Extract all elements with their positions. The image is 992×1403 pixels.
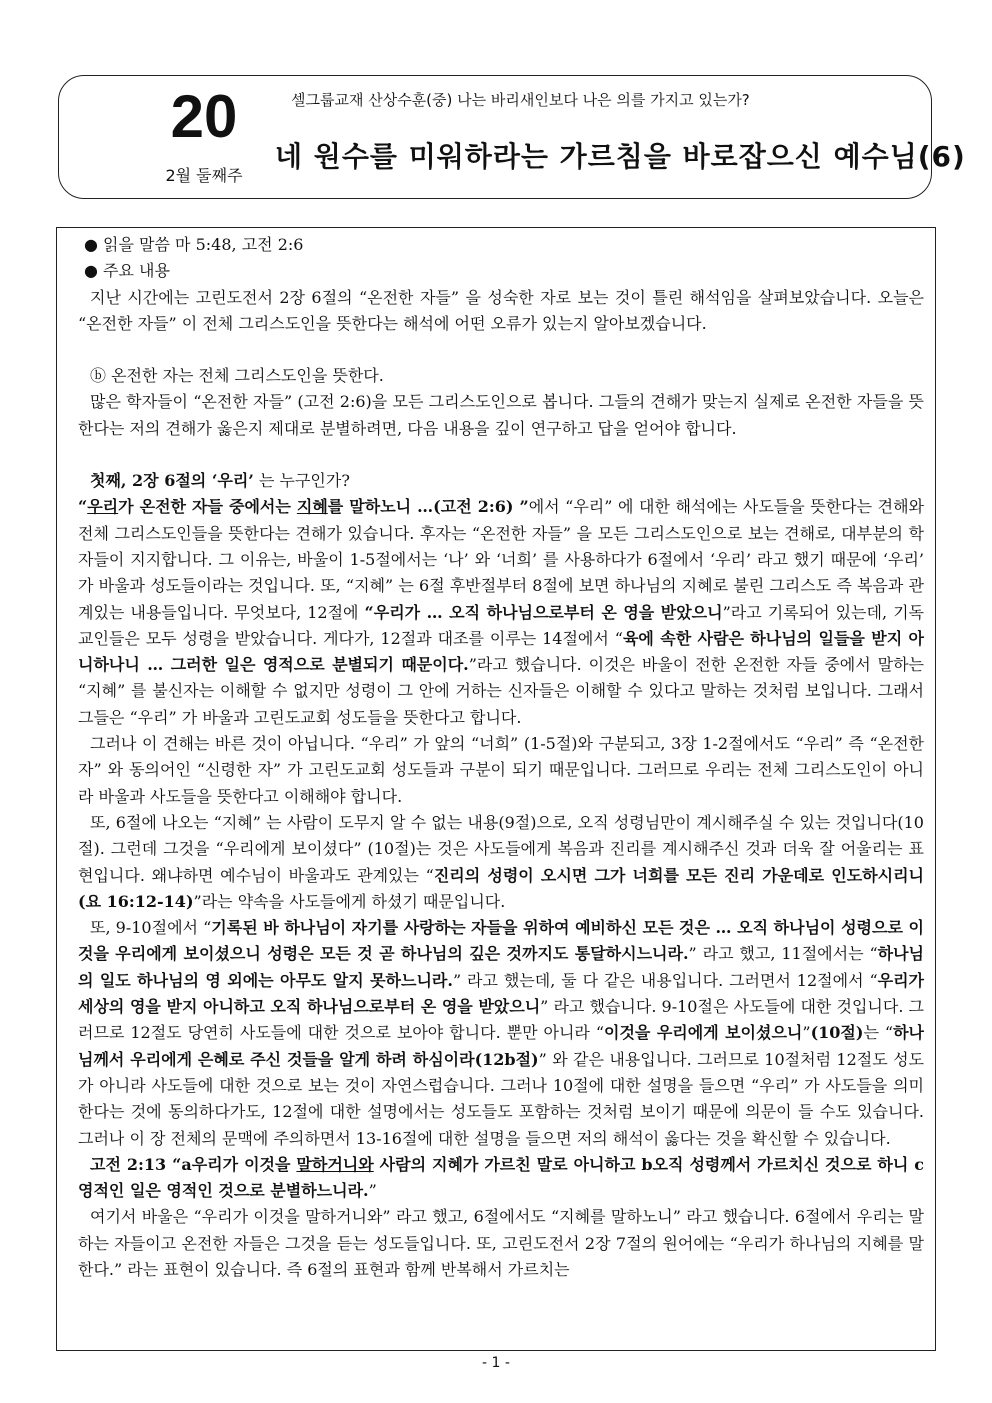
section-heading-a: 첫째, 2장 6절의 ‘우리’	[90, 471, 254, 491]
p3-t2: ”라는 약속을 사도들에게 하셨기 때문입니다.	[193, 891, 506, 911]
p1-u1: 우리	[87, 497, 119, 517]
paragraph-4	[78, 915, 924, 1152]
paragraph-2: 그러나 이 견해는 바른 것이 아닙니다. “우리” 가 앞의 “너희” (1-5절)와 구분되고, 3장 1-2절에서도 “우리” 즉 “온전한 자” 와 동의어인 “신령한 자” 가 고린도교회 성도들과 구분이 되기 때문입니다. 그러므로 우리는 전체 그리스도인이 아니라 바울과 사도들을 뜻한다고 이해해야 합니다.	[78, 734, 924, 806]
p1-t2: ”라고 기록되어 있는데, 기독교인들은 모두 성령을 받았습니다. 게다가, 12절과 대조를 이루는 14절에서 “	[78, 602, 924, 648]
p1-t3: ”라고 했습니다. 이것은 바울이 전한 온전한 자들 중에서 말하는 “지혜” 를 불신자는 이해할 수 없지만 성령이 그 안에 거하는 신자들은 이해할 수 있다고 말하는 것처럼 보입니다. 그래서 그들은 “우리” 가 바울과 고린도교회 성도들을 뜻한다고 합니다.	[78, 655, 924, 727]
paragraph-1	[78, 494, 924, 731]
lesson-subtitle: 셀그룹교재 산상수훈(중) 나는 바리새인보다 나은 의를 가지고 있는가?	[291, 91, 750, 109]
lesson-title: 네 원수를 미워하라는 가르침을 바로잡으신 예수님(6)	[275, 140, 966, 173]
p1-t1: 에서 “우리” 에 대한 해석에는 사도들을 뜻한다는 견해와 전체 그리스도인들을 뜻한다는 견해가 있습니다. 후자는 “온전한 자들” 을 모든 그리스도인으로 보는 견해로, 대부분의 학자들이 지지합니다. 그 이유는, 바울이 1-5절에서는 ‘나’ 와 ‘너희’ 를 사용하다가 6절에서 ‘우리’ 라고 했기 때문에 ‘우리’ 가 바울과 성도들이라는 것입니다. 또, “지혜” 는 6절 후반절부터 8절에 보면 하나님의 지혜로 불린 그리스도 즉 복음과 관계있는 내용들입니다. 무엇보다, 12절에	[78, 497, 924, 622]
p4-b3: 우리가 세상의 영을 받지 아니하고 오직 하나님으로부터 온 영을 받았으니	[78, 970, 924, 1017]
p5-u1: 말하거니와	[296, 1154, 374, 1174]
p1-u2: 지혜	[296, 497, 328, 517]
p4-t5: ”	[802, 1023, 811, 1043]
p4-t2: ” 라고 했고, 11절에서는 “	[688, 944, 878, 964]
p4-b2: 하나님의 일도 하나님의 영 외에는 아무도 알지 못하느니라.	[78, 944, 924, 990]
p1-b1: 가 온전한 자들 중에서는	[118, 497, 297, 517]
lesson-header	[58, 75, 966, 199]
p4-t3: ” 라고 했는데, 둘 다 같은 내용입니다. 그러면서 12절에서 “	[452, 970, 878, 990]
p1-open: “	[78, 497, 88, 517]
section-heading	[78, 468, 924, 494]
point-b-heading: ⓑ 온전한 자는 전체 그리스도인을 뜻한다.	[90, 366, 384, 386]
reading-line	[78, 232, 924, 258]
main-label: ● 주요 내용	[84, 261, 170, 281]
section-heading-b: 는 누구인가?	[253, 471, 350, 491]
p1-b3: “우리가 … 오직 하나님으로부터 온 영을 받았으니	[364, 602, 723, 622]
p4-b4: 이것을 우리에게 보이셨으니	[604, 1023, 803, 1043]
p4-t7: ” 와 같은 내용입니다. 그러므로 10절처럼 12절도 성도가 아니라 사도들에 대한 것으로 보는 것이 자연스럽습니다. 그러나 10절에 대한 설명을 들으면 “우리” 가 사도들을 의미한다는 것에 동의하다가도, 12절에 대한 설명에서는 성도들도 포함하는 것처럼 보이기 때문에 의문이 들 수도 있습니다. 그러나 이 장 전체의 문맥에 주의하면서 13-16절에 대한 설명을 들으면 저의 해석이 옳다는 것을 확신할 수 있습니다.	[78, 1049, 924, 1148]
p1-b4: 육에 속한 사람은 하나님의 일들을 받지 아니하나니 … 그러한 일은 영적으로 분별되기 때문이다.	[78, 628, 924, 675]
p5-b2: 사람의 지혜가 가르친 말로 아니하고 b오직 성령께서 가르치신 것으로 하니 c영적인 일은 영적인 것으로 분별하느니라.	[78, 1154, 924, 1201]
p4-t4: ” 라고 했습니다. 9-10절은 사도들에 대한 것입니다. 그러므로 12절도 당연히 사도들에 대한 것으로 보아야 합니다. 뿐만 아니라 “	[78, 997, 924, 1043]
p4-t6: 는 “	[863, 1023, 894, 1043]
reading-ref: 마 5:48, 고전 2:6	[169, 235, 304, 254]
p4-t1: 또, 9-10절에서 “	[90, 918, 212, 938]
p1-b2: 를 말하노니 …(고전 2:6) ”	[327, 497, 529, 517]
p4-b5: (10절)	[810, 1023, 864, 1043]
lesson-number: 20	[170, 83, 238, 150]
page-number: - 1 -	[482, 1355, 510, 1371]
point-b-body: 많은 학자들이 “온전한 자들” (고전 2:6)을 모든 그리스도인으로 봅니다. 그들의 견해가 맞는지 실제로 온전한 자들을 뜻한다는 저의 견해가 옳은지 제대로 분별하려면, 다음 내용을 깊이 연구하고 답을 얻어야 합니다.	[78, 392, 924, 438]
p4-b6: 하나님께서 우리에게 은혜로 주신 것들을 알게 하려 하심이라(12b절)	[78, 1023, 924, 1069]
reading-label: ● 읽을 말씀	[84, 235, 170, 254]
paragraph-6: 여기서 바울은 “우리가 이것을 말하거니와” 라고 했고, 6절에서도 “지혜를 말하노니” 라고 했습니다. 6절에서 우리는 말하는 자들이고 온전한 자들은 그것을 듣는 성도들입니다. 또, 고린도전서 2장 7절의 원어에는 “우리가 하나님의 지혜를 말한다.” 라는 표현이 있습니다. 즉 6절의 표현과 함께 반복해서 가르치는	[78, 1207, 924, 1279]
paragraph-5	[78, 1152, 924, 1205]
intro-paragraph: 지난 시간에는 고린도전서 2장 6절의 “온전한 자들” 을 성숙한 자로 보는 것이 틀린 해석임을 살펴보았습니다. 오늘은 “온전한 자들” 이 전체 그리스도인을 뜻한다는 해석에 어떤 오류가 있는지 알아보겠습니다.	[78, 287, 924, 333]
p5-t1: ”	[368, 1181, 377, 1201]
lesson-week: 2월 둘째주	[165, 166, 243, 185]
p5-b1: 고전 2:13 “a우리가 이것을	[90, 1154, 297, 1174]
p3-b1: 진리의 성령이 오시면 그가 너희를 모든 진리 가운데로 인도하시리니(요 16:12-14)	[78, 865, 924, 911]
lesson-content	[78, 232, 924, 1283]
p4-b1: 기록된 바 하나님이 자기를 사랑하는 자들을 위하여 예비하신 모든 것은 … 오직 하나님이 성령으로 이것을 우리에게 보이셨으니 성령은 모든 것 곧 하나님의 깊은 것까지도 통달하시느니라.	[78, 918, 924, 964]
paragraph-3	[78, 810, 924, 915]
p3-t1: 또, 6절에 나오는 “지혜” 는 사람이 도무지 알 수 없는 내용(9절)으로, 오직 성령님만이 계시해주실 수 있는 것입니다(10절). 그런데 그것을 “우리에게 보이셨다” (10절)는 것은 사도들에게 복음과 진리를 계시해주신 것과 더욱 잘 어울리는 표현입니다. 왜냐하면 예수님이 바울과도 관계있는 “	[78, 812, 924, 885]
